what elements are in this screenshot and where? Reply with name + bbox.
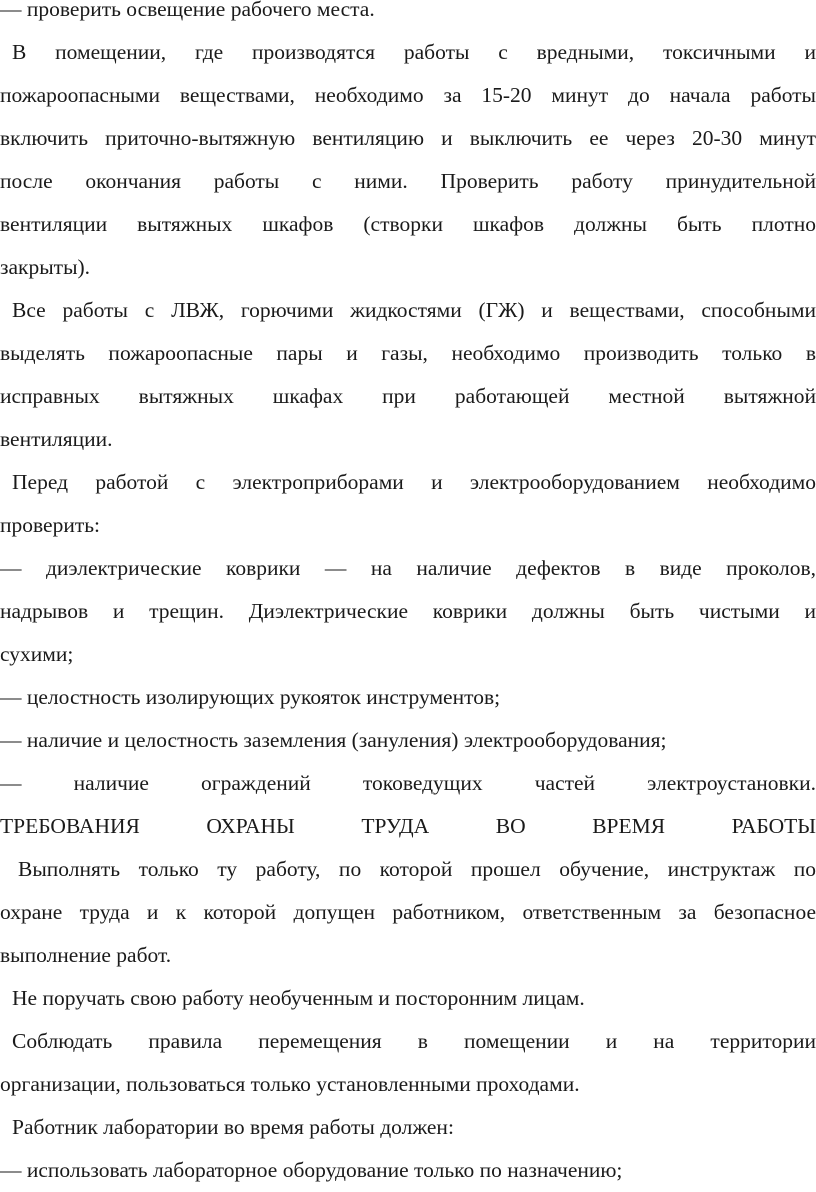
text-line: Выполнять только ту работу, по которой прошел обучение, инструктаж по (18, 857, 816, 881)
text-line: сухими; (0, 642, 74, 666)
text-line: — наличие ограждений токоведущих частей электроустановки. (0, 771, 816, 795)
text-line: выполнение работ. (0, 943, 172, 967)
text-line: — использовать лабораторное оборудование только по назначению; (0, 1158, 623, 1182)
text-line: Соблюдать правила перемещения в помещении и на территории (12, 1029, 816, 1053)
text-line: Все работы с ЛВЖ, горючими жидкостями (ГЖ) и веществами, способными (12, 298, 816, 322)
text-line: закрыты). (0, 255, 91, 279)
text-line: надрывов и трещин. Диэлектрические коврики должны быть чистыми и (0, 599, 816, 623)
section-heading: ТРЕБОВАНИЯ ОХРАНЫ ТРУДА ВО ВРЕМЯ РАБОТЫ (0, 814, 816, 838)
text-line: — наличие и целостность заземления (зануления) электрооборудования; (0, 728, 667, 752)
text-line: вентиляции. (0, 427, 113, 451)
text-line: Не поручать свою работу необученным и посторонним лицам. (12, 986, 585, 1010)
text-line: охране труда и к которой допущен работником, ответственным за безопасное (0, 900, 816, 924)
text-line: — целостность изолирующих рукояток инструментов; (0, 685, 501, 709)
text-line: исправных вытяжных шкафах при работающей местной вытяжной (0, 384, 816, 408)
text-line: В помещении, где производятся работы с вредными, токсичными и (12, 40, 816, 64)
text-line: вентиляции вытяжных шкафов (створки шкафов должны быть плотно (0, 212, 816, 236)
text-line: после окончания работы с ними. Проверить работу принудительной (0, 169, 816, 193)
text-line: организации, пользоваться только установленными проходами. (0, 1072, 580, 1096)
text-line: Перед работой с электроприборами и электрооборудованием необходимо (12, 470, 816, 494)
text-line: проверить: (0, 513, 101, 537)
text-line: — диэлектрические коврики — на наличие дефектов в виде проколов, (0, 556, 816, 580)
text-line: пожароопасными веществами, необходимо за 15-20 минут до начала работы (0, 83, 816, 107)
text-line: Работник лаборатории во время работы должен: (12, 1115, 454, 1139)
text-line: — проверить освещение рабочего места. (0, 0, 375, 21)
text-line: выделять пожароопасные пары и газы, необходимо производить только в (0, 341, 816, 365)
text-line: включить приточно-вытяжную вентиляцию и выключить ее через 20-30 минут (0, 126, 816, 150)
